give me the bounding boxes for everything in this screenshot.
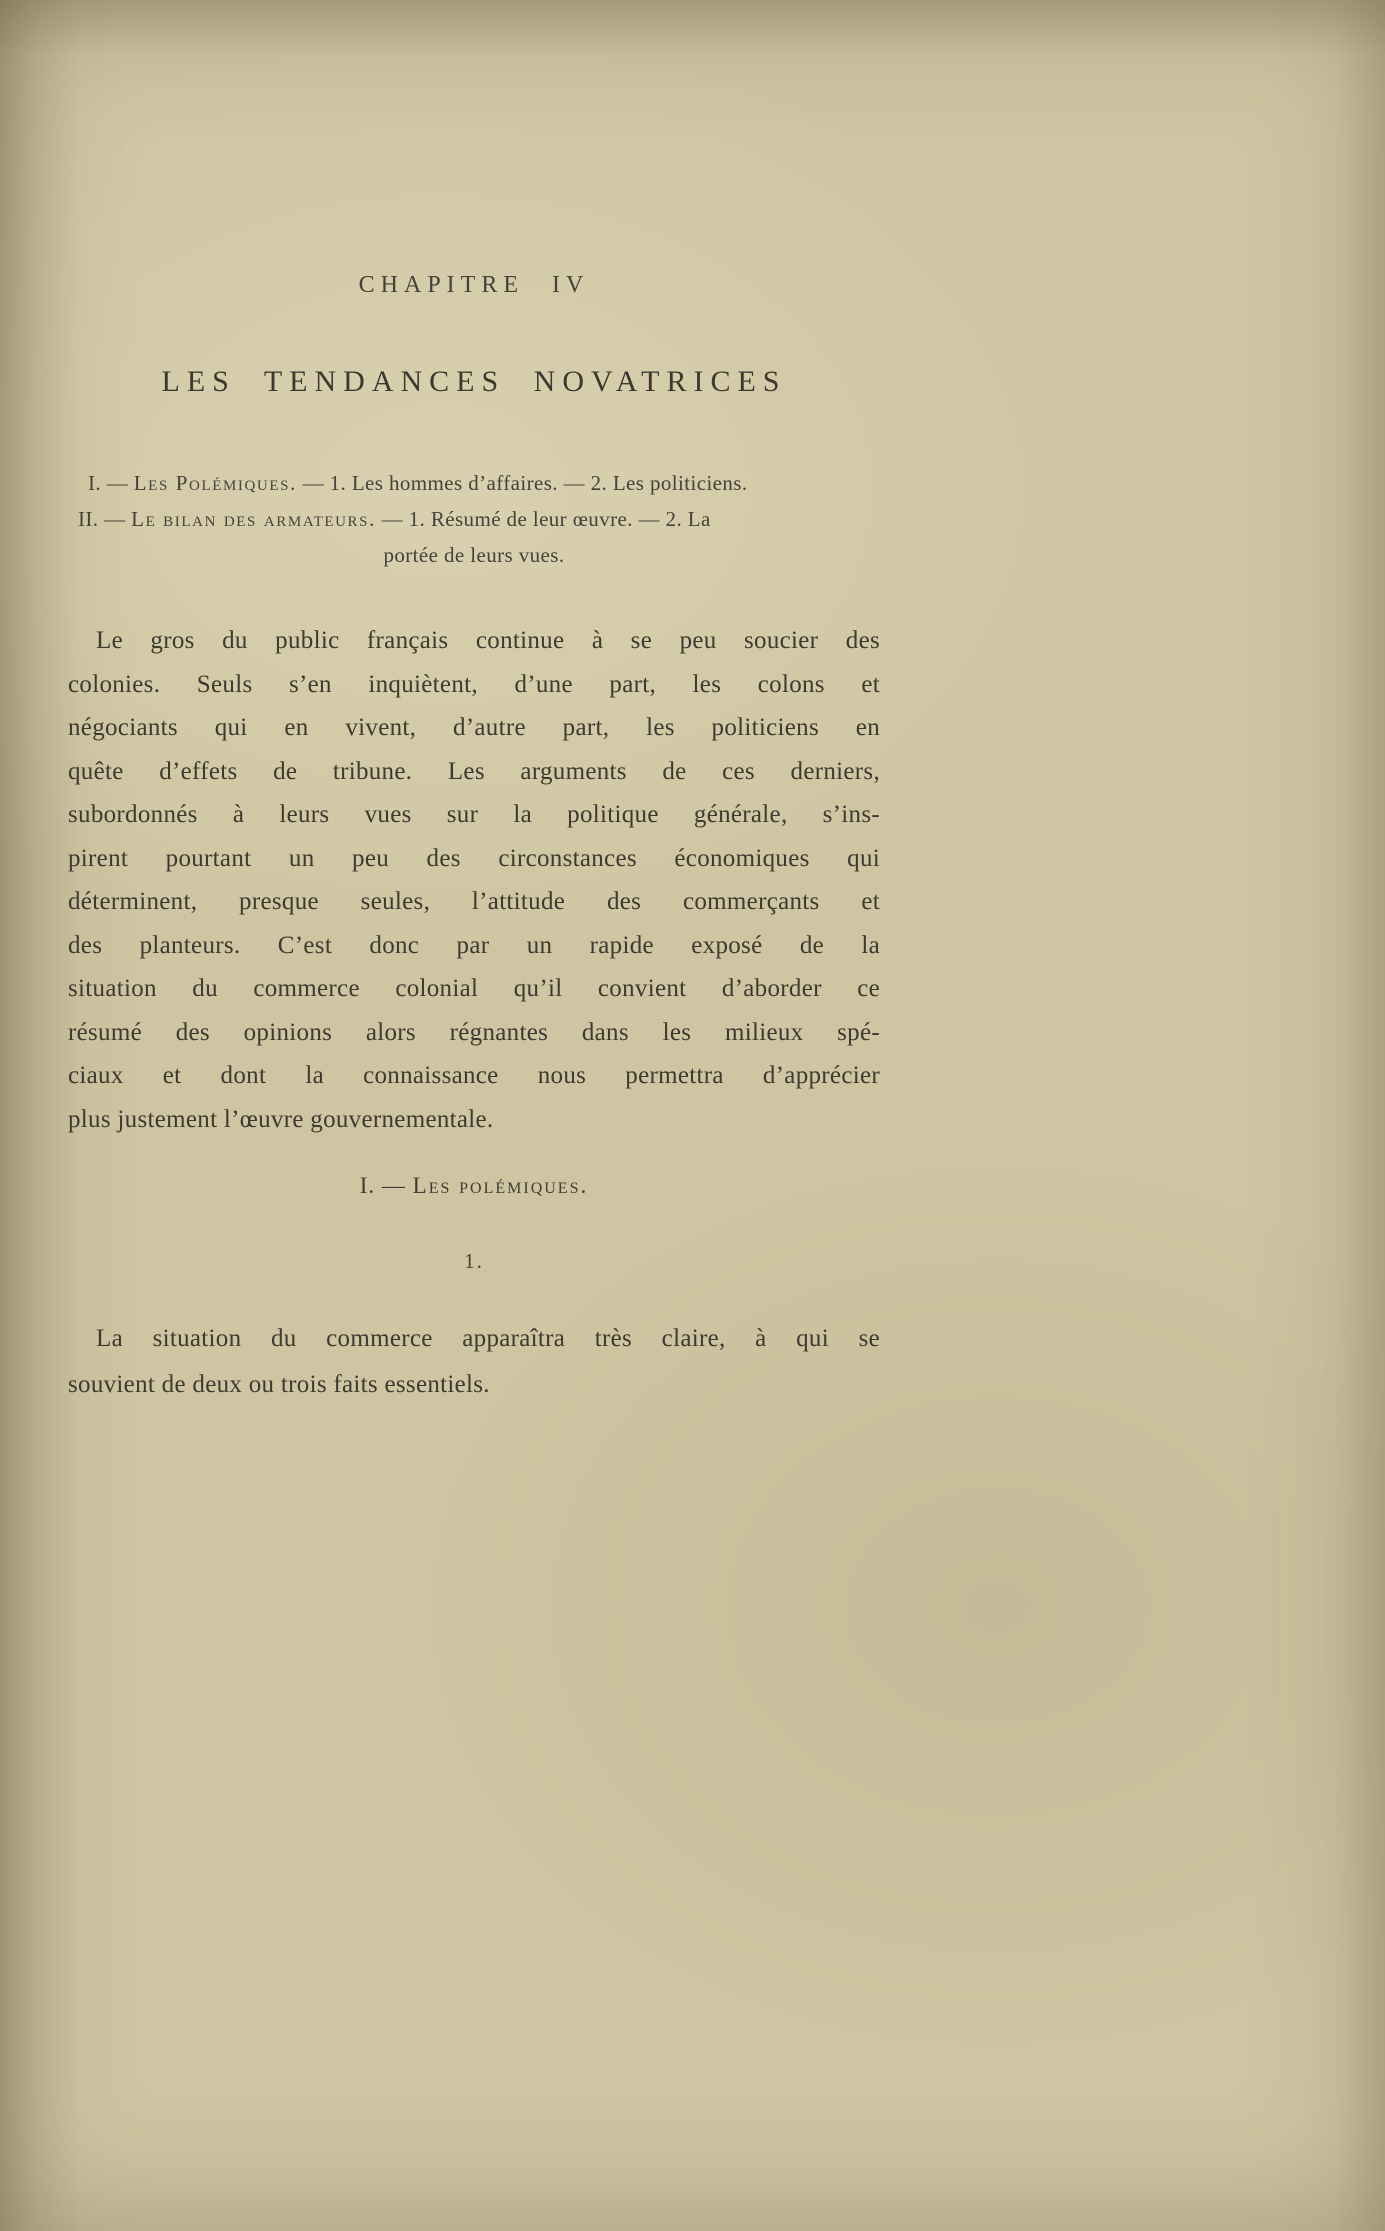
summary-line-3: portée de leurs vues.	[383, 543, 565, 567]
summary-line-2	[68, 501, 880, 537]
closing-paragraph	[68, 1316, 880, 1408]
section-heading	[68, 1173, 880, 1199]
chapter-number-heading: CHAPITRE IV	[358, 272, 590, 298]
paragraph-line: subordonnés à leurs vues sur la politique générale, s’ins-	[68, 801, 880, 828]
subsection-number: 1.	[464, 1249, 484, 1273]
summary-smallcaps-title: Les Polémiques.	[133, 471, 297, 495]
section-title-smallcaps: Les polémiques.	[412, 1173, 589, 1198]
summary-roman-numeral: II. —	[78, 507, 132, 531]
page-content	[68, 0, 880, 1408]
paragraph-line: colonies. Seuls s’en inquiètent, d’une part, les colons et	[68, 670, 880, 698]
paragraph-line: résumé des opinions alors régnantes dans les milieux spé-	[68, 1018, 880, 1046]
chapter-contents-summary	[68, 465, 880, 573]
paragraph-line: quête d’effets de tribune. Les arguments de ces derniers,	[68, 757, 880, 785]
summary-smallcaps-title: Le bilan des armateurs.	[131, 507, 376, 531]
summary-subitems: — 1. Résumé de leur œuvre. — 2. La	[375, 507, 711, 531]
summary-line-1	[68, 465, 880, 501]
paragraph-line: négociants qui en vivent, d’autre part, les politiciens en	[68, 714, 880, 741]
paragraph-line: plus justement l’œuvre gouvernementale.	[68, 1105, 494, 1133]
paragraph-line: Le gros du public français continue à se peu soucier des	[96, 627, 880, 654]
paragraph-line: La situation du commerce apparaîtra très claire, à qui se	[96, 1325, 880, 1352]
paragraph-line: situation du commerce colonial qu’il convient d’aborder ce	[68, 975, 880, 1002]
summary-roman-numeral: I. —	[88, 471, 134, 495]
chapter-title: LES TENDANCES NOVATRICES	[161, 365, 787, 398]
body-paragraph	[68, 619, 880, 1141]
paragraph-line: souvient de deux ou trois faits essentiels.	[68, 1371, 490, 1398]
paragraph-line: des planteurs. C’est donc par un rapide exposé de la	[68, 931, 880, 959]
summary-subitems: — 1. Les hommes d’affaires. — 2. Les politiciens.	[296, 471, 748, 495]
paragraph-line: ciaux et dont la connaissance nous permettra d’apprécier	[68, 1062, 880, 1089]
paragraph-line: pirent pourtant un peu des circonstances économiques qui	[68, 844, 880, 872]
section-roman-numeral: I. —	[359, 1173, 413, 1198]
paragraph-line: déterminent, presque seules, l’attitude des commerçants et	[68, 888, 880, 915]
